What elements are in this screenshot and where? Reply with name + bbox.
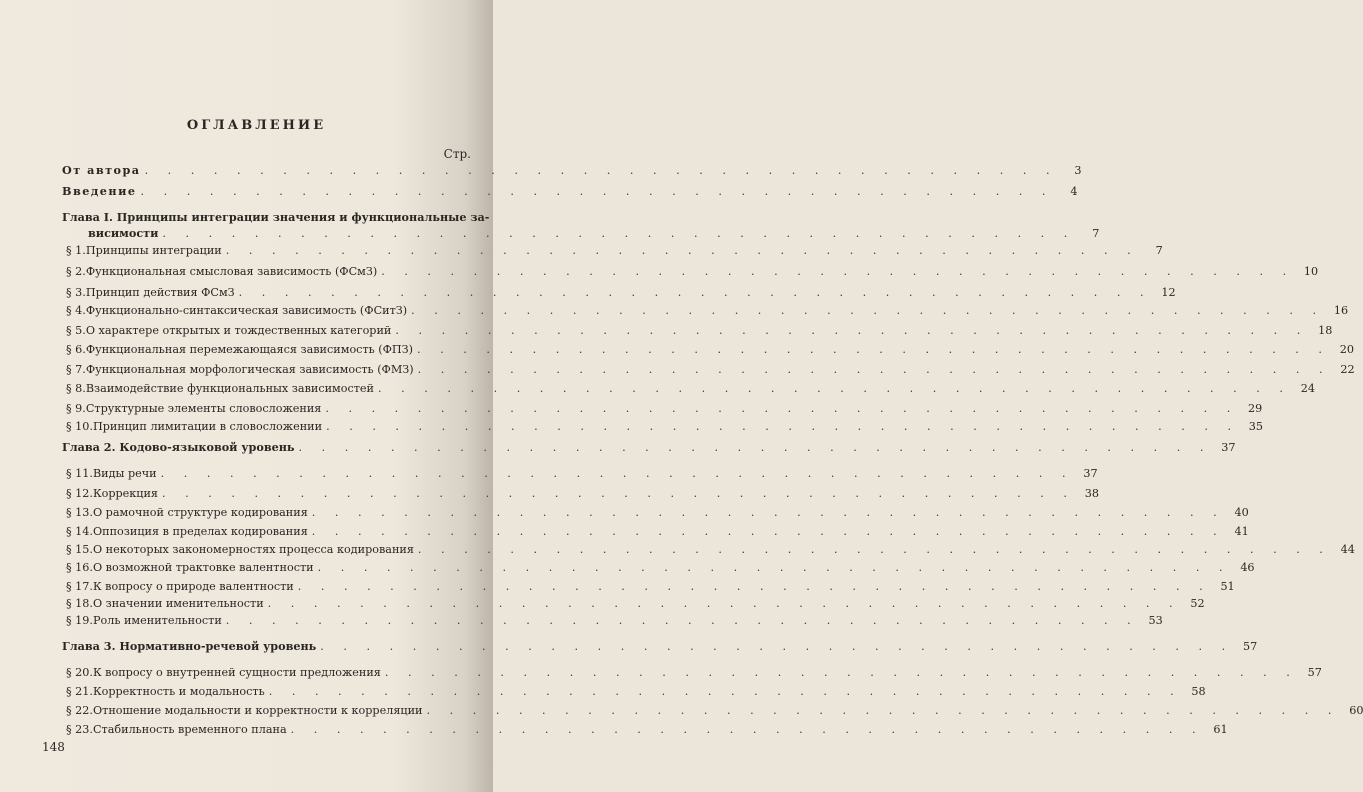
- dot-leader: . . . . . . . . . . . . . . . . . . . . . . . . . . . . . . . . . . . . . . . .: [417, 343, 1330, 356]
- section-number: § 20.: [66, 666, 93, 679]
- page-ref: 22: [1340, 363, 1355, 376]
- page-column-label: Стр.: [443, 147, 471, 161]
- section-entry: [66, 704, 1363, 717]
- section-number: § 12.: [66, 487, 93, 500]
- page-ref: 7: [1092, 227, 1100, 240]
- page-ref: 38: [1084, 487, 1099, 500]
- page-ref: 10: [1303, 265, 1319, 278]
- entry-title: Глава I. Принципы интеграции значения и функциональные за-: [62, 210, 490, 224]
- section-entry: [66, 487, 1099, 500]
- entry-title: О некоторых закономерностях процесса кодирования: [92, 543, 414, 556]
- entry-title: Функционально-синтаксическая зависимость (ФСитЗ): [85, 304, 408, 317]
- section-number: § 8.: [66, 382, 86, 395]
- section-number: § 23.: [66, 723, 93, 736]
- section-entry: [66, 614, 1163, 627]
- section-entry: [66, 597, 1205, 610]
- section-number: § 5.: [66, 324, 86, 337]
- dot-leader: . . . . . . . . . . . . . . . . . . . . . . . . . . . . . . . . . . . . . . . .: [267, 597, 1181, 610]
- dot-leader: . . . . . . . . . . . . . . . . . . . . . . . . . . . . . . . . . . . . . . . .: [417, 363, 1331, 376]
- section-entry: [66, 580, 1235, 593]
- page-number: 148: [42, 740, 65, 754]
- section-entry: [66, 561, 1255, 574]
- section-entry: [66, 685, 1206, 698]
- dot-leader: . . . . . . . . . . . . . . . . . . . . . . . . . . . . . . . . . . . . . . . .: [297, 580, 1211, 593]
- page-ref: 37: [1083, 467, 1098, 480]
- section-entry: [66, 723, 1228, 736]
- dot-leader: . . . . . . . . . . . . . . . . . . . . . . . . . . . . . . . . . . . . . . . .: [225, 614, 1139, 627]
- page-ref: 52: [1190, 597, 1205, 610]
- section-number: § 15.: [66, 543, 93, 556]
- page-ref: 57: [1242, 640, 1258, 653]
- section-number: § 7.: [66, 363, 86, 376]
- dot-leader: . . . . . . . . . . . . . . . . . . . . . . . . . . . . . . . . . . . . . . . .: [298, 441, 1212, 454]
- section-entry: [66, 666, 1322, 679]
- entry-title: Коррекция: [92, 487, 158, 500]
- page-ref: 44: [1340, 543, 1355, 556]
- section-number: § 2.: [66, 265, 86, 278]
- section-entry: [66, 324, 1333, 337]
- section-number: § 3.: [66, 286, 86, 299]
- entry-title: О рамочной структуре кодирования: [92, 506, 308, 519]
- section-entry: [66, 382, 1315, 395]
- section-number: § 17.: [66, 580, 93, 593]
- section-number: § 19.: [66, 614, 93, 627]
- entry-title: О значении именительности: [92, 597, 264, 610]
- section-entry: [66, 265, 1319, 278]
- section-entry: [66, 525, 1249, 538]
- section-number: § 1.: [66, 244, 86, 257]
- section-number: § 6.: [66, 343, 86, 356]
- section-entry: [66, 420, 1264, 433]
- page-ref: 4: [1070, 185, 1078, 198]
- page-title: ОГЛАВЛЕНИЕ: [186, 118, 327, 133]
- dot-leader: . . . . . . . . . . . . . . . . . . . . . . . . . . . . . . . . . . . . . . . .: [417, 543, 1331, 556]
- section-number: § 4.: [66, 304, 86, 317]
- entry-title: Оппозиция в пределах кодирования: [92, 525, 308, 538]
- section-entry: [66, 363, 1355, 376]
- page-ref: 41: [1234, 525, 1249, 538]
- entry-title: Роль именительности: [92, 614, 222, 627]
- page-ref: 57: [1307, 666, 1322, 679]
- entry-title: Функциональная морфологическая зависимость (ФМЗ): [85, 363, 414, 376]
- page-ref: 37: [1221, 441, 1236, 454]
- page-ref: 18: [1318, 324, 1333, 337]
- page-ref: 46: [1240, 561, 1255, 574]
- dot-leader: . . . . . . . . . . . . . . . . . . . . . . . . . . . . . . . . . . . . . . . .: [162, 227, 1076, 240]
- entry-title: Принципы интеграции: [85, 244, 222, 257]
- dot-leader: . . . . . . . . . . . . . . . . . . . . . . . . . . . . . . . . . . . . . . . .: [320, 640, 1234, 653]
- section-entry: [66, 506, 1249, 519]
- section-entry: [66, 304, 1349, 317]
- dot-leader: . . . . . . . . . . . . . . . . . . . . . . . . . . . . . . . . . . . . . . . .: [378, 382, 1291, 395]
- page-ref: 12: [1161, 286, 1176, 299]
- dot-leader: . . . . . . . . . . . . . . . . . . . . . . . . . . . . . . . . . . . . . . . .: [325, 402, 1239, 415]
- section-number: § 11.: [66, 467, 93, 480]
- entry-title: Введение: [62, 184, 137, 198]
- section-number: § 18.: [66, 597, 93, 610]
- page-ref: 29: [1248, 402, 1263, 415]
- page-ref: 58: [1191, 685, 1206, 698]
- section-entry: [66, 467, 1098, 480]
- section-entry: [66, 543, 1355, 556]
- page-ref: 60: [1349, 704, 1363, 717]
- entry-title: Корректность и модальность: [92, 685, 265, 698]
- page-ref: 3: [1074, 164, 1082, 177]
- section-number: § 16.: [66, 561, 93, 574]
- entry-title: Глава 2. Кодово-языковой уровень: [62, 440, 295, 454]
- section-entry: [66, 286, 1176, 299]
- page-ref: 35: [1248, 420, 1264, 433]
- section-entry: [66, 343, 1354, 356]
- dot-leader: . . . . . . . . . . . . . . . . . . . . . . . . . . . . . . . . . . . . . . . .: [238, 286, 1152, 299]
- page-ref: 7: [1155, 244, 1163, 257]
- page-ref: 61: [1213, 723, 1228, 736]
- section-number: § 14.: [66, 525, 93, 538]
- dot-leader: . . . . . . . . . . . . . . . . . . . . . . . . . . . . . . . . . . . . . . . .: [317, 561, 1231, 574]
- entry-title: Виды речи: [92, 467, 157, 480]
- front-entry: [62, 184, 1078, 198]
- entry-title: Стабильность временного плана: [92, 723, 287, 736]
- section-number: § 22.: [66, 704, 93, 717]
- page-ref: 20: [1339, 343, 1354, 356]
- section-entry: [66, 402, 1263, 415]
- entry-title: К вопросу о природе валентности: [92, 580, 294, 593]
- section-number: § 13.: [66, 506, 93, 519]
- dot-leader: . . . . . . . . . . . . . . . . . . . . . . . . . . . . . . . . . . . . . . . .: [411, 304, 1325, 317]
- entry-title: К вопросу о внутренней сущности предложения: [92, 666, 381, 679]
- entry-title: О характере открытых и тождественных категорий: [85, 324, 392, 337]
- dot-leader: . . . . . . . . . . . . . . . . . . . . . . . . . . . . . . . . . . . . . . . .: [162, 487, 1075, 500]
- entry-title: Взаимодействие функциональных зависимостей: [85, 382, 375, 395]
- dot-leader: . . . . . . . . . . . . . . . . . . . . . . . . . . . . . . . . . . . . . . . .: [144, 164, 1058, 177]
- dot-leader: . . . . . . . . . . . . . . . . . . . . . . . . . . . . . . . . . . . . . . . .: [225, 244, 1139, 257]
- entry-title: От автора: [62, 163, 141, 177]
- dot-leader: . . . . . . . . . . . . . . . . . . . . . . . . . . . . . . . . . . . . . . . .: [381, 265, 1295, 278]
- page-ref: 40: [1234, 506, 1249, 519]
- entry-title: Принцип действия ФСмЗ: [85, 286, 235, 299]
- dot-leader: . . . . . . . . . . . . . . . . . . . . . . . . . . . . . . . . . . . . . . . .: [311, 525, 1225, 538]
- chapter-entry: [62, 210, 490, 224]
- dot-leader: . . . . . . . . . . . . . . . . . . . . . . . . . . . . . . . . . . . . . . . .: [326, 420, 1240, 433]
- entry-title: Отношение модальности и корректности к корреляции: [92, 704, 423, 717]
- entry-title: Глава 3. Нормативно-речевой уровень: [62, 639, 317, 653]
- page-ref: 24: [1300, 382, 1315, 395]
- dot-leader: . . . . . . . . . . . . . . . . . . . . . . . . . . . . . . . . . . . . . . . .: [395, 324, 1309, 337]
- dot-leader: . . . . . . . . . . . . . . . . . . . . . . . . . . . . . . . . . . . . . . . .: [426, 704, 1340, 717]
- page-ref: 51: [1220, 580, 1235, 593]
- dot-leader: . . . . . . . . . . . . . . . . . . . . . . . . . . . . . . . . . . . . . . . .: [160, 467, 1074, 480]
- chapter-entry: [62, 639, 1258, 653]
- section-number: § 10.: [66, 420, 93, 433]
- page-ref: 53: [1148, 614, 1163, 627]
- entry-title: Структурные элементы словосложения: [85, 402, 322, 415]
- dot-leader: . . . . . . . . . . . . . . . . . . . . . . . . . . . . . . . . . . . . . . . .: [290, 723, 1204, 736]
- chapter-entry-continuation: [88, 226, 1100, 240]
- front-entry: [62, 163, 1082, 177]
- chapter-entry: [62, 440, 1236, 454]
- page-ref: 16: [1333, 304, 1349, 317]
- entry-title: Принцип лимитации в словосложении: [92, 420, 323, 433]
- dot-leader: . . . . . . . . . . . . . . . . . . . . . . . . . . . . . . . . . . . . . . . .: [268, 685, 1182, 698]
- dot-leader: . . . . . . . . . . . . . . . . . . . . . . . . . . . . . . . . . . . . . . . .: [140, 185, 1054, 198]
- dot-leader: . . . . . . . . . . . . . . . . . . . . . . . . . . . . . . . . . . . . . . . .: [311, 506, 1225, 519]
- section-entry: [66, 244, 1163, 257]
- entry-title: Функциональная смысловая зависимость (ФСмЗ): [85, 265, 378, 278]
- entry-title-continuation: висимости: [88, 226, 159, 240]
- entry-title: О возможной трактовке валентности: [92, 561, 314, 574]
- dot-leader: . . . . . . . . . . . . . . . . . . . . . . . . . . . . . . . . . . . . . . . .: [384, 666, 1298, 679]
- section-number: § 9.: [66, 402, 86, 415]
- entry-title: Функциональная перемежающаяся зависимость (ФПЗ): [85, 343, 414, 356]
- section-number: § 21.: [66, 685, 93, 698]
